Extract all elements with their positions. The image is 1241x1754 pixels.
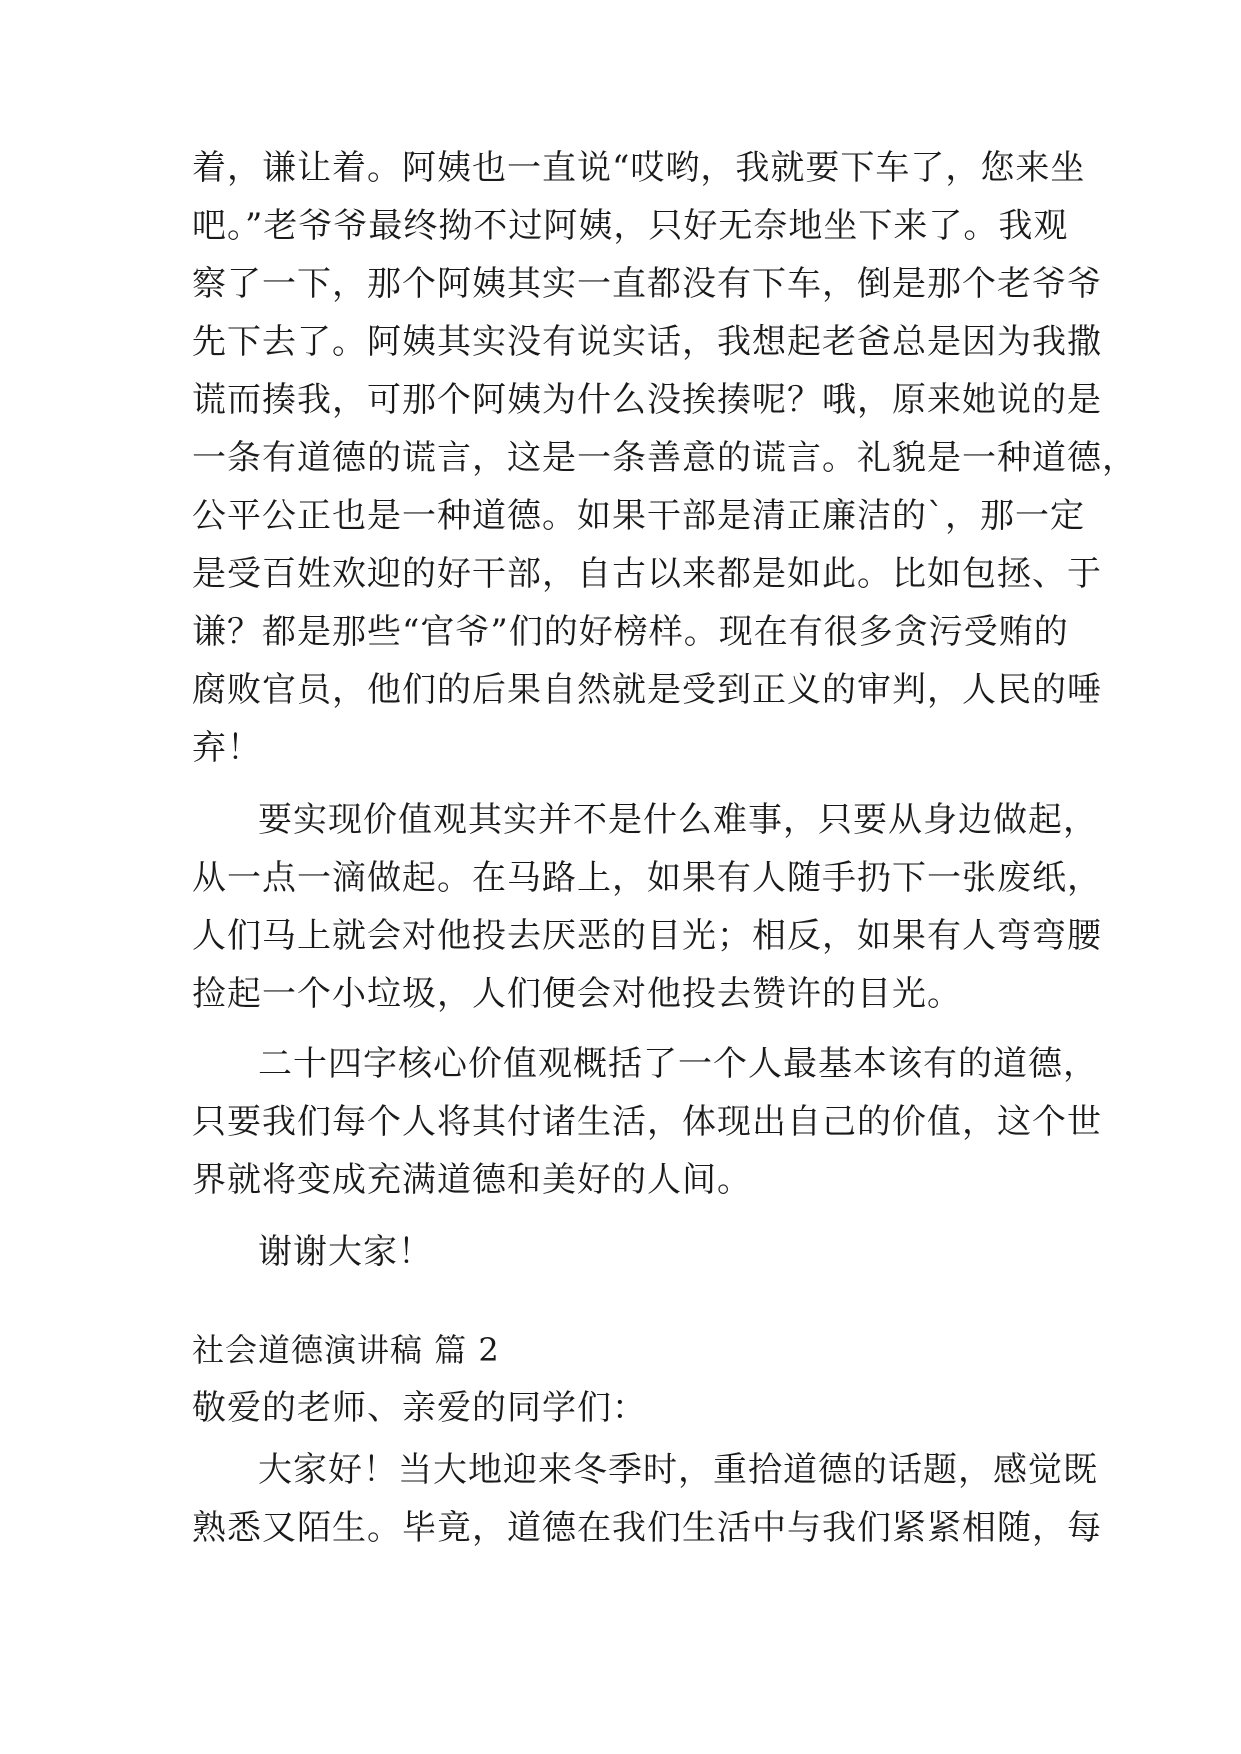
paragraph-3-line: 二十四字核心价值观概括了一个人最基本该有的道德，	[258, 1044, 1098, 1084]
paragraph-3-line: 只要我们每个人将其付诸生活，体现出自己的价值，这个世	[192, 1102, 1102, 1142]
paragraph-2-line: 人们马上就会对他投去厌恶的目光；相反，如果有人弯弯腰	[192, 916, 1102, 956]
closing-line: 谢谢大家！	[258, 1232, 433, 1272]
paragraph-2-line: 要实现价值观其实并不是什么难事，只要从身边做起，	[258, 800, 1098, 840]
paragraph-1-line: 着，谦让着。阿姨也一直说“哎哟，我就要下车了，您来坐	[192, 148, 1086, 188]
paragraph-1-line: 先下去了。阿姨其实没有说实话，我想起老爸总是因为我撒	[192, 322, 1102, 362]
paragraph-2-line: 捡起一个小垃圾，人们便会对他投去赞许的目光。	[192, 974, 962, 1014]
salutation: 敬爱的老师、亲爱的同学们：	[192, 1388, 647, 1428]
paragraph-1-line: 一条有道德的谎言，这是一条善意的谎言。礼貌是一种道德，	[192, 438, 1137, 478]
paragraph-4-line: 熟悉又陌生。毕竟，道德在我们生活中与我们紧紧相随，每	[192, 1508, 1102, 1548]
paragraph-2-line: 从一点一滴做起。在马路上，如果有人随手扔下一张废纸，	[192, 858, 1102, 898]
paragraph-1-line: 谦？都是那些“官爷”们的好榜样。现在有很多贪污受贿的	[192, 612, 1069, 652]
paragraph-4-line: 大家好！当大地迎来冬季时，重拾道德的话题，感觉既	[258, 1450, 1098, 1490]
paragraph-1-line: 腐败官员，他们的后果自然就是受到正义的审判，人民的唾	[192, 670, 1102, 710]
paragraph-1-line: 弃！	[192, 728, 262, 768]
paragraph-1-line: 谎而揍我，可那个阿姨为什么没挨揍呢？哦，原来她说的是	[192, 380, 1102, 420]
paragraph-3-line: 界就将变成充满道德和美好的人间。	[192, 1160, 752, 1200]
section-title: 社会道德演讲稿 篇 2	[192, 1331, 500, 1369]
paragraph-1-line: 是受百姓欢迎的好干部，自古以来都是如此。比如包拯、于	[192, 554, 1102, 594]
paragraph-1-line: 吧。”老爷爷最终拗不过阿姨，只好无奈地坐下来了。我观	[192, 206, 1069, 246]
paragraph-1-line: 公平公正也是一种道德。如果干部是清正廉洁的`，那一定	[192, 496, 1085, 536]
paragraph-1-line: 察了一下，那个阿姨其实一直都没有下车，倒是那个老爷爷	[192, 264, 1102, 304]
